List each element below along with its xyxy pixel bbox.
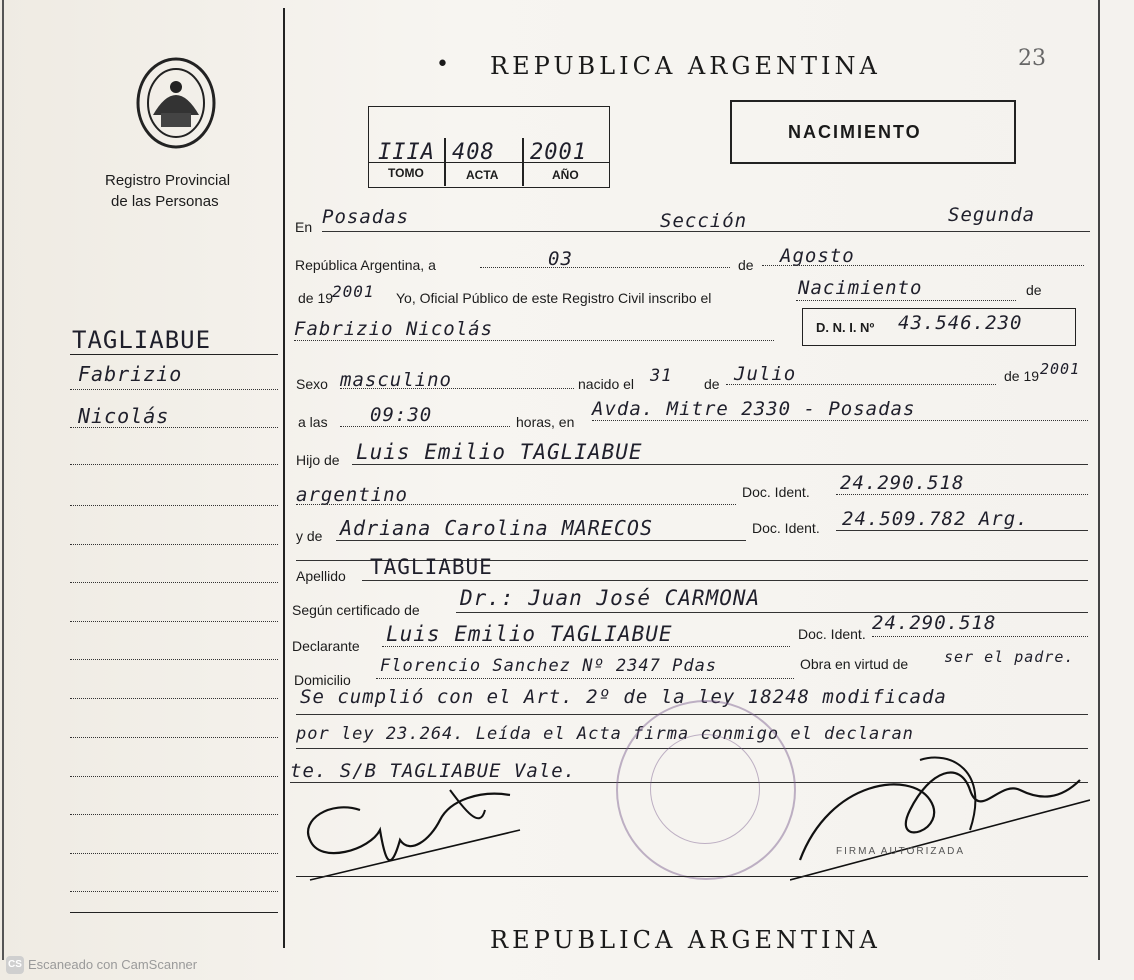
declarante-label: Declarante [292,638,360,654]
segun-label: Según certificado de [292,602,420,618]
de-label-2: de [1026,282,1042,298]
country-title: REPUBLICA ARGENTINA [490,52,881,80]
line-father-nat [296,504,736,505]
de-label-3: de [704,376,720,392]
margin-line [70,464,278,465]
yo-label: Yo, Oficial Público de este Registro Civil inscribo el [396,290,712,306]
margin-line [70,659,278,660]
act-type-value: Nacimiento [798,277,923,299]
birth-place-value: Avda. Mitre 2330 - Posadas [592,398,916,420]
apellido-value: TAGLIABUE [370,555,493,579]
section-value: Sección [660,210,748,232]
day-value: 03 [548,248,573,270]
margin-line [70,853,278,854]
tomo-label: TOMO [388,166,424,180]
line-day [480,267,730,268]
page-number: 23 [1018,46,1046,71]
margin-line [70,737,278,738]
father-doc-value: 24.290.518 [840,472,965,494]
camscanner-watermark: Escaneado con CamScanner [28,957,198,972]
dni-value: 43.546.230 [898,312,1023,334]
official-stamp-inner [650,734,760,844]
domicilio-value: Florencio Sanchez Nº 2347 Pdas [380,656,718,676]
hijo-label: Hijo de [296,452,340,468]
record-col-sep-2 [522,138,524,186]
line-month [762,265,1084,266]
line-bottom [296,876,1088,877]
camscanner-badge-icon: CS [6,956,24,974]
line-mother-doc [836,530,1088,531]
line-time [340,426,510,427]
line-declarante-doc [872,636,1088,637]
father-value: Luis Emilio TAGLIABUE [356,440,643,464]
section-number-value: Segunda [948,204,1036,226]
domicilio-label: Domicilio [294,672,351,688]
sexo-label: Sexo [296,376,328,392]
note-line-3: te. S/B TAGLIABUE Vale. [290,760,577,782]
margin-surname: TAGLIABUE [72,326,212,354]
line-mother [336,540,746,541]
record-col-sep-1 [444,138,446,186]
margin-line [70,776,278,777]
birth-day-value: 31 [650,366,673,386]
title-dot: • [436,52,449,77]
margin-line [70,505,278,506]
obra-label: Obra en virtud de [800,656,909,672]
year-value: 2001 [332,282,375,301]
birth-year-value: 2001 [1040,360,1081,378]
tomo-value: IIIA [378,140,435,165]
column-divider-line [283,8,285,948]
republica-label: República Argentina, a [295,257,436,273]
en-label: En [295,219,313,235]
margin-line [70,582,278,583]
dni-label: D. N. I. Nº [816,320,875,335]
line-declarante [382,646,790,647]
doc-type-label: NACIMIENTO [788,122,922,142]
line-row-1 [322,231,1090,232]
obra-value: ser el padre. [944,648,1075,666]
footer-country-title: REPUBLICA ARGENTINA [490,926,881,954]
declarante-doc-value: 24.290.518 [872,612,997,634]
authorized-signature-label: FIRMA AUTORIZADA [836,846,966,857]
line-domicilio [376,678,794,679]
provincial-seal-icon [135,55,217,151]
margin-line [70,389,278,390]
de-label-4: de 19 [1004,368,1040,384]
apellido-label: Apellido [296,568,346,584]
margin-line [70,698,278,699]
official-signature-icon [790,740,1090,890]
registry-line-2: de las Personas [111,193,219,210]
declarant-signature-icon [290,780,540,890]
line-birth-month [726,384,996,385]
alas-label: a las [298,414,328,430]
doc-ident-label-2: Doc. Ident. [752,520,820,536]
note-line-1: Se cumplió con el Art. 2º de la ley 18248 modificada [300,686,947,708]
ano-value: 2001 [530,140,587,165]
right-edge-line [1098,0,1100,960]
de-year-label: de 19 [298,290,334,306]
city-value: Posadas [322,206,410,228]
margin-line [70,891,278,892]
sexo-value: masculino [340,369,452,391]
margin-second-name: Nicolás [78,404,170,428]
line-act [796,300,1016,301]
ano-label: AÑO [552,168,579,182]
doc-ident-label-3: Doc. Ident. [798,626,866,642]
margin-bottom-line [70,912,278,913]
line-apellido [362,580,1088,581]
margin-line [70,814,278,815]
mother-value: Adriana Carolina MARECOS [340,516,653,540]
note-line-2: por ley 23.264. Leída el Acta firma conmigo el declaran [296,724,914,744]
birth-month-value: Julio [734,363,797,385]
de-label-1: de [738,257,754,273]
birth-time-value: 09:30 [370,404,433,426]
child-name-value: Fabrizio Nicolás [294,318,494,340]
acta-value: 408 [452,140,495,165]
doc-ident-label-1: Doc. Ident. [742,484,810,500]
line-father-doc [836,494,1088,495]
mother-doc-value: 24.509.782 Arg. [842,508,1029,530]
line-sexo [340,388,574,389]
margin-line [70,354,278,355]
declarante-value: Luis Emilio TAGLIABUE [386,622,673,646]
line-father [352,464,1088,465]
line-place [592,420,1088,421]
month-value: Agosto [780,245,855,267]
nacido-label: nacido el [578,376,635,392]
margin-line [70,544,278,545]
registry-line-1: Registro Provincial [105,172,231,189]
yde-label: y de [296,528,323,544]
margin-first-name: Fabrizio [78,362,183,386]
line-name [294,340,774,341]
margin-line [70,621,278,622]
acta-label: ACTA [466,168,499,182]
father-nationality-value: argentino [296,484,408,506]
horas-label: horas, en [516,414,575,430]
left-edge-line [2,0,4,960]
certificate-doctor-value: Dr.: Juan José CARMONA [460,586,761,610]
